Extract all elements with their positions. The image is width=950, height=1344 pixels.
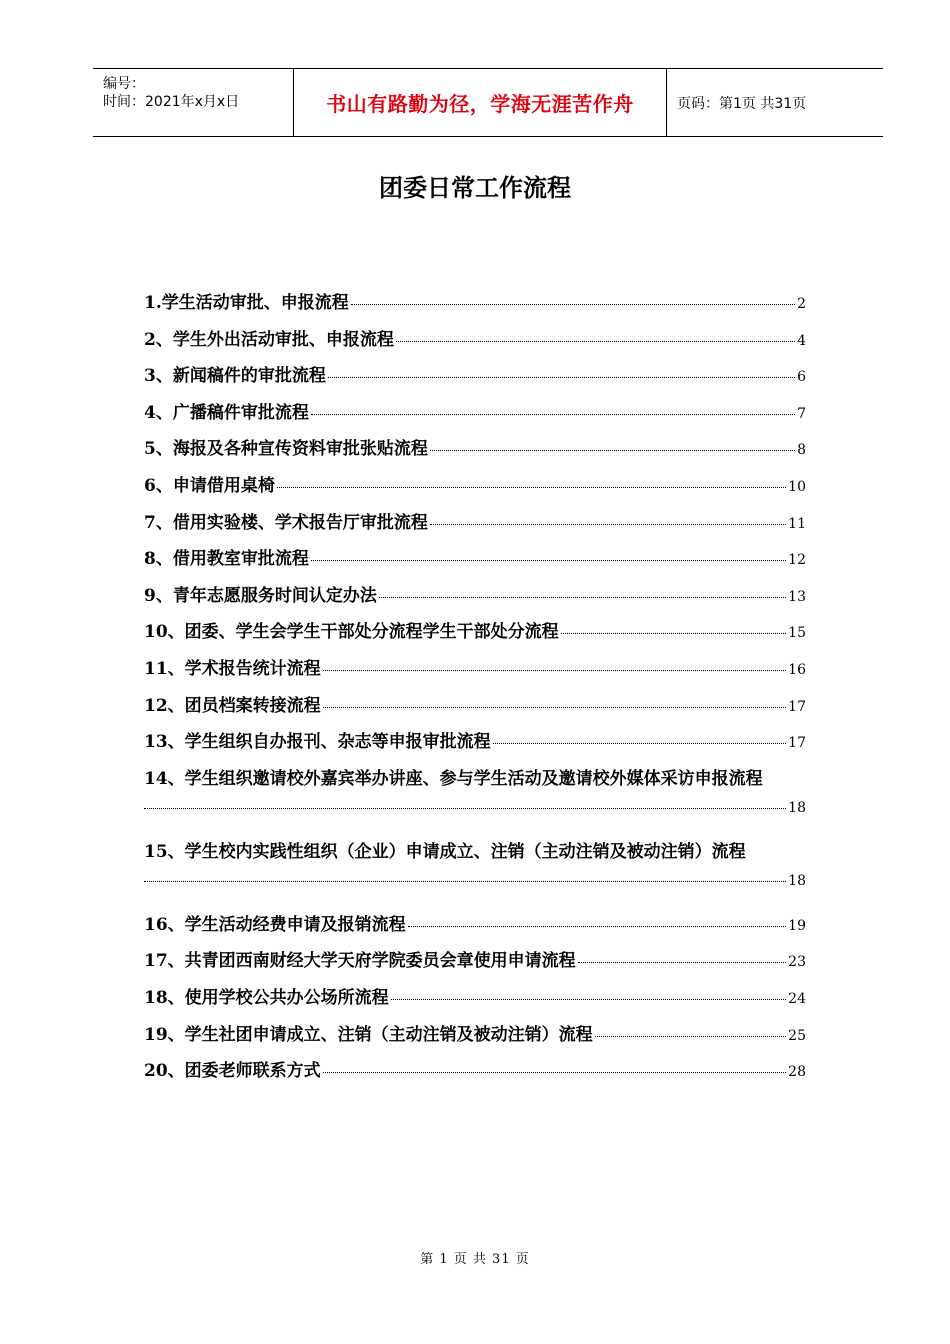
toc-entry-page: 25 xyxy=(788,1027,806,1044)
toc-entry[interactable] xyxy=(144,764,806,837)
toc-entry-label: 、学生校内实践性组织（企业）申请成立、注销（主动注销及被动注销）流程 xyxy=(167,841,746,862)
toc-entry-number: 17 xyxy=(144,951,168,972)
dot-leader xyxy=(379,597,786,598)
toc-entry-page: 17 xyxy=(788,698,806,715)
toc-entry-title xyxy=(144,654,321,679)
toc-entry-page: 8 xyxy=(797,442,806,459)
toc-entry[interactable] xyxy=(144,691,806,728)
toc-entry[interactable] xyxy=(144,508,806,545)
toc-entry-number: 8 xyxy=(144,549,156,570)
toc-entry-number: 1. xyxy=(144,293,162,313)
motto: 书山有路勤为径，学海无涯苦作舟 xyxy=(326,92,634,116)
toc-entry-title xyxy=(144,727,491,752)
toc-entry-number: 18 xyxy=(144,987,168,1008)
toc-entry-page: 10 xyxy=(788,478,806,495)
toc-entry-number: 14 xyxy=(144,768,168,789)
toc-entry[interactable] xyxy=(144,617,806,654)
dot-leader xyxy=(311,414,795,415)
toc-entry-page: 16 xyxy=(788,661,806,678)
toc-entry[interactable] xyxy=(144,581,806,618)
toc-entry-label: 、学生组织自办报刊、杂志等申报审批流程 xyxy=(167,732,491,753)
toc-entry-number: 13 xyxy=(144,732,168,753)
dot-leader xyxy=(430,524,786,525)
toc-entry-title xyxy=(144,434,428,459)
toc-entry-page: 11 xyxy=(788,515,806,532)
toc-entry-title xyxy=(144,398,309,423)
toc-entry-number: 12 xyxy=(144,695,168,716)
toc-entry-page: 7 xyxy=(797,405,806,422)
toc-entry-title xyxy=(144,508,428,533)
toc-entry[interactable] xyxy=(144,910,806,947)
toc-entry[interactable] xyxy=(144,727,806,764)
toc-entry[interactable] xyxy=(144,398,806,435)
toc-entry-page: 18 xyxy=(788,799,806,816)
toc-entry-label: 、学生社团申请成立、注销（主动注销及被动注销）流程 xyxy=(167,1024,593,1045)
toc-entry[interactable] xyxy=(144,983,806,1020)
dot-leader xyxy=(144,808,786,809)
dot-leader xyxy=(391,999,787,1000)
dot-leader xyxy=(351,304,795,305)
toc-entry-page: 4 xyxy=(797,332,806,349)
toc-entry[interactable] xyxy=(144,471,806,508)
toc-entry-label: 、借用实验楼、学术报告厅审批流程 xyxy=(155,512,428,533)
dot-leader xyxy=(144,881,786,882)
toc-entry-label: 、团委、学生会学生干部处分流程学生干部处分流程 xyxy=(167,622,559,643)
page-info: 页码：第1页 共31页 xyxy=(677,95,807,112)
header-meta xyxy=(93,69,294,136)
dot-leader xyxy=(323,670,787,671)
dot-leader xyxy=(561,633,787,634)
toc-entry-label: 、使用学校公共办公场所流程 xyxy=(167,987,389,1008)
toc-entry-page: 12 xyxy=(788,552,806,569)
toc-entry[interactable] xyxy=(144,837,806,910)
toc-entry[interactable] xyxy=(144,544,806,581)
toc-entry[interactable] xyxy=(144,1020,806,1057)
toc-entry-number: 6 xyxy=(144,475,156,496)
header-page-cell xyxy=(667,69,883,136)
toc-entry-title xyxy=(144,764,763,789)
toc-entry-label: 、青年志愿服务时间认定办法 xyxy=(155,585,377,606)
toc-entry-page: 17 xyxy=(788,735,806,752)
dot-leader xyxy=(595,1036,787,1037)
toc-entry-number: 5 xyxy=(144,439,156,460)
toc-entry-number: 11 xyxy=(144,658,168,679)
toc-entry-page: 19 xyxy=(788,917,806,934)
dot-leader xyxy=(430,450,795,451)
toc-entry-title xyxy=(144,361,326,386)
toc-entry-page: 18 xyxy=(788,872,806,889)
toc-entry-title xyxy=(144,1056,321,1081)
page-header xyxy=(93,68,883,137)
toc-entry-label: 、广播稿件审批流程 xyxy=(155,402,309,423)
dot-leader xyxy=(408,926,787,927)
document-title: 团委日常工作流程 xyxy=(379,174,571,202)
toc-entry-number: 3 xyxy=(144,366,156,387)
table-of-contents xyxy=(144,288,806,1093)
toc-entry-number: 20 xyxy=(144,1061,168,1082)
dot-leader xyxy=(396,341,795,342)
toc-entry-title xyxy=(144,544,309,569)
toc-entry-number: 16 xyxy=(144,914,168,935)
toc-entry-label: 、申请借用桌椅 xyxy=(155,475,275,496)
toc-entry-page: 6 xyxy=(797,369,806,386)
toc-entry-label: 、新闻稿件的审批流程 xyxy=(155,366,326,387)
toc-entry[interactable] xyxy=(144,288,806,325)
toc-entry-title xyxy=(144,946,576,971)
toc-entry-label: 、共青团西南财经大学天府学院委员会章使用申请流程 xyxy=(167,951,576,972)
toc-entry-title xyxy=(144,1020,593,1045)
page-footer: 第 1 页 共 31 页 xyxy=(420,1252,530,1267)
toc-entry-page: 28 xyxy=(788,1064,806,1081)
toc-entry-label: 、学生活动经费申请及报销流程 xyxy=(167,914,406,935)
toc-entry[interactable] xyxy=(144,361,806,398)
toc-entry-title xyxy=(144,910,406,935)
dot-leader xyxy=(578,962,787,963)
toc-entry-page: 2 xyxy=(797,296,806,312)
dot-leader xyxy=(311,560,786,561)
toc-entry[interactable] xyxy=(144,654,806,691)
toc-entry-number: 19 xyxy=(144,1024,168,1045)
toc-entry[interactable] xyxy=(144,325,806,362)
toc-entry-title xyxy=(144,325,394,350)
toc-entry-title xyxy=(144,288,349,313)
serial-label: 编号： xyxy=(103,76,145,92)
toc-entry-number: 10 xyxy=(144,622,168,643)
toc-entry-label: 、学术报告统计流程 xyxy=(167,658,321,679)
toc-entry-page: 15 xyxy=(788,625,806,642)
toc-entry-number: 7 xyxy=(144,512,156,533)
toc-entry-page: 24 xyxy=(788,990,806,1007)
toc-entry-number: 4 xyxy=(144,402,156,423)
toc-entry-title xyxy=(144,837,746,862)
toc-entry-title xyxy=(144,471,275,496)
toc-entry-label: 、学生外出活动审批、申报流程 xyxy=(155,329,394,350)
toc-entry-label: 、海报及各种宣传资料审批张贴流程 xyxy=(155,439,428,460)
toc-entry[interactable] xyxy=(144,434,806,471)
toc-entry-label: 学生活动审批、申报流程 xyxy=(161,293,349,313)
toc-entry-title xyxy=(144,581,377,606)
toc-entry-label: 、借用教室审批流程 xyxy=(155,549,309,570)
dot-leader xyxy=(328,377,795,378)
time-label: 时间：2021年x月x日 xyxy=(103,94,240,110)
toc-entry-number: 15 xyxy=(144,841,168,862)
toc-entry-label: 、学生组织邀请校外嘉宾举办讲座、参与学生活动及邀请校外媒体采访申报流程 xyxy=(167,768,763,789)
toc-entry-page: 13 xyxy=(788,588,806,605)
dot-leader xyxy=(277,487,786,488)
toc-entry-number: 9 xyxy=(144,585,156,606)
toc-entry-page: 23 xyxy=(788,954,806,971)
toc-entry[interactable] xyxy=(144,1056,806,1093)
header-motto-cell xyxy=(294,69,667,136)
toc-entry-title xyxy=(144,983,389,1008)
dot-leader xyxy=(493,743,787,744)
toc-entry-label: 、团委老师联系方式 xyxy=(167,1061,321,1082)
toc-entry[interactable] xyxy=(144,946,806,983)
toc-entry-title xyxy=(144,691,321,716)
toc-entry-number: 2 xyxy=(144,329,156,350)
dot-leader xyxy=(323,707,787,708)
toc-entry-label: 、团员档案转接流程 xyxy=(167,695,321,716)
dot-leader xyxy=(323,1072,787,1073)
toc-entry-title xyxy=(144,617,559,642)
